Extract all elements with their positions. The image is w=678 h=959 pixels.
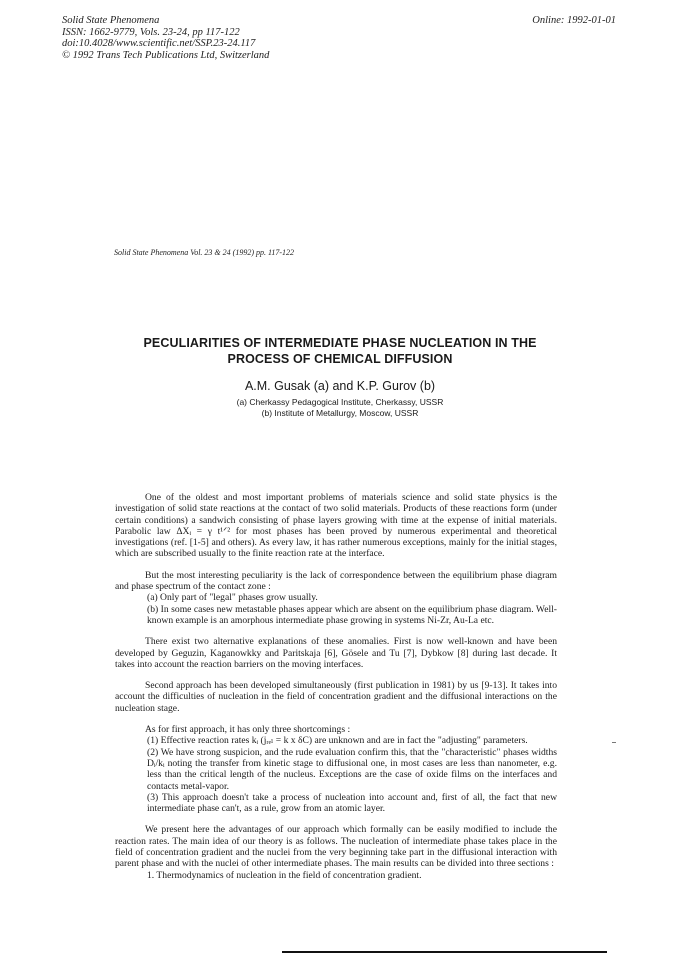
publication-header [62, 15, 269, 61]
paper-title [90, 335, 590, 367]
affiliation: (b) Institute of Metallurgy, Moscow, USSR [261, 408, 419, 418]
paragraph: We present here the advantages of our approach which formally can be easily modified to include the reaction rates. The main idea of our theory is as follows. The nucleation of intermediate phase takes place in the field of concentration gradient and the nuclei from the very beginning take part in the diffusional interaction with parent phase and with the nuclei of other intermediate phases. The main results can be divided into three sections : [115, 824, 557, 870]
list-item: (b) In some cases new metastable phases appear which are absent on the equilibrium phase diagram. Well-known example is an amorphous intermediate phase growing in systems Ni-Zr, Au-La etc. [147, 603, 557, 626]
list-item: (2) We have strong suspicion, and the rude evaluation confirm this, that the "characteristic" phases widths Dᵢ/kᵢ noting the transfer from kinetic stage to diffusional one, in most cases are less than nanometer, e.g. less than the critical length of the nucleus. Exceptions are the case of oxide films on the interfaces and contacts metal-vapor. [147, 746, 557, 792]
scan-mark [612, 742, 616, 743]
list [115, 870, 557, 881]
list [115, 735, 557, 814]
paragraph: Second approach has been developed simultaneously (first publication in 1981) by us [9-13]. It takes into account the difficulties of nucleation in the field of concentration gradient and the diffusional interactions on the nucleation stage. [115, 680, 557, 714]
title-line: PECULIARITIES OF INTERMEDIATE PHASE NUCLEATION IN THE [143, 336, 537, 350]
authors: A.M. Gusak (a) and K.P. Gurov (b) [244, 379, 436, 393]
header-journal: Solid State Phenomena [62, 15, 160, 26]
paragraph: There exist two alternative explanations of these anomalies. First is now well-known and have been developed by Geguzin, Kaganowkky and Paritskaja [6], Gösele and Tu [7], Dybkow [8] during last decade. It takes into account the reaction barriers on the moving interfaces. [115, 636, 557, 670]
header-copyright: © 1992 Trans Tech Publications Ltd, Switzerland [62, 49, 270, 61]
list-item: (a) Only part of "legal" phases grow usually. [147, 592, 318, 604]
header-issn: ISSN: 1662-9779, Vols. 23-24, pp 117-122 [62, 26, 240, 38]
list-item: (1) Effective reaction rates kᵢ (jᵣₑₗ = k x δC) are unknown and are in fact the "adjusting" parameters. [147, 735, 528, 747]
paragraph: One of the oldest and most important problems of materials science and solid state physics is the investigation of solid state reactions at the contact of two solid materials. Products of these reactions form (under certain conditions) a sandwich consisting of phase layers growing with time at the expense of initial materials. Parabolic law ΔXᵢ = γ t¹ᐟ² for most phases has been proved by numerous experimental and theoretical investigations (ref. [1-5] and others). As every law, it has rather numerous exceptions, mainly for the initial stages, which are subscribed usually to the finite reaction rate at the interface. [115, 492, 557, 560]
footnote-rule [282, 951, 607, 953]
list [115, 592, 557, 626]
header-doi: doi:10.4028/www.scientific.net/SSP.23-24.117 [62, 38, 256, 49]
journal-line: Solid State Phenomena Vol. 23 & 24 (1992) pp. 117-122 [114, 248, 295, 257]
paragraph: As for first approach, it has only three shortcomings : [145, 724, 351, 736]
paper-body [115, 492, 557, 891]
list-item: (3) This approach doesn't take a process of nucleation into account and, first of all, the fact that new intermediate phase can't, as a rule, grow from an atomic layer. [147, 791, 557, 815]
header-online-date: Online: 1992-01-01 [532, 15, 616, 26]
paragraph: But the most interesting peculiarity is the lack of correspondence between the equilibrium phase diagram and phase spectrum of the contact zone : [115, 569, 557, 593]
affiliation: (a) Cherkassy Pedagogical Institute, Cherkassy, USSR [236, 397, 444, 407]
title-line: PROCESS OF CHEMICAL DIFFUSION [227, 352, 453, 366]
list-item: 1. Thermodynamics of nucleation in the field of concentration gradient. [147, 869, 422, 881]
